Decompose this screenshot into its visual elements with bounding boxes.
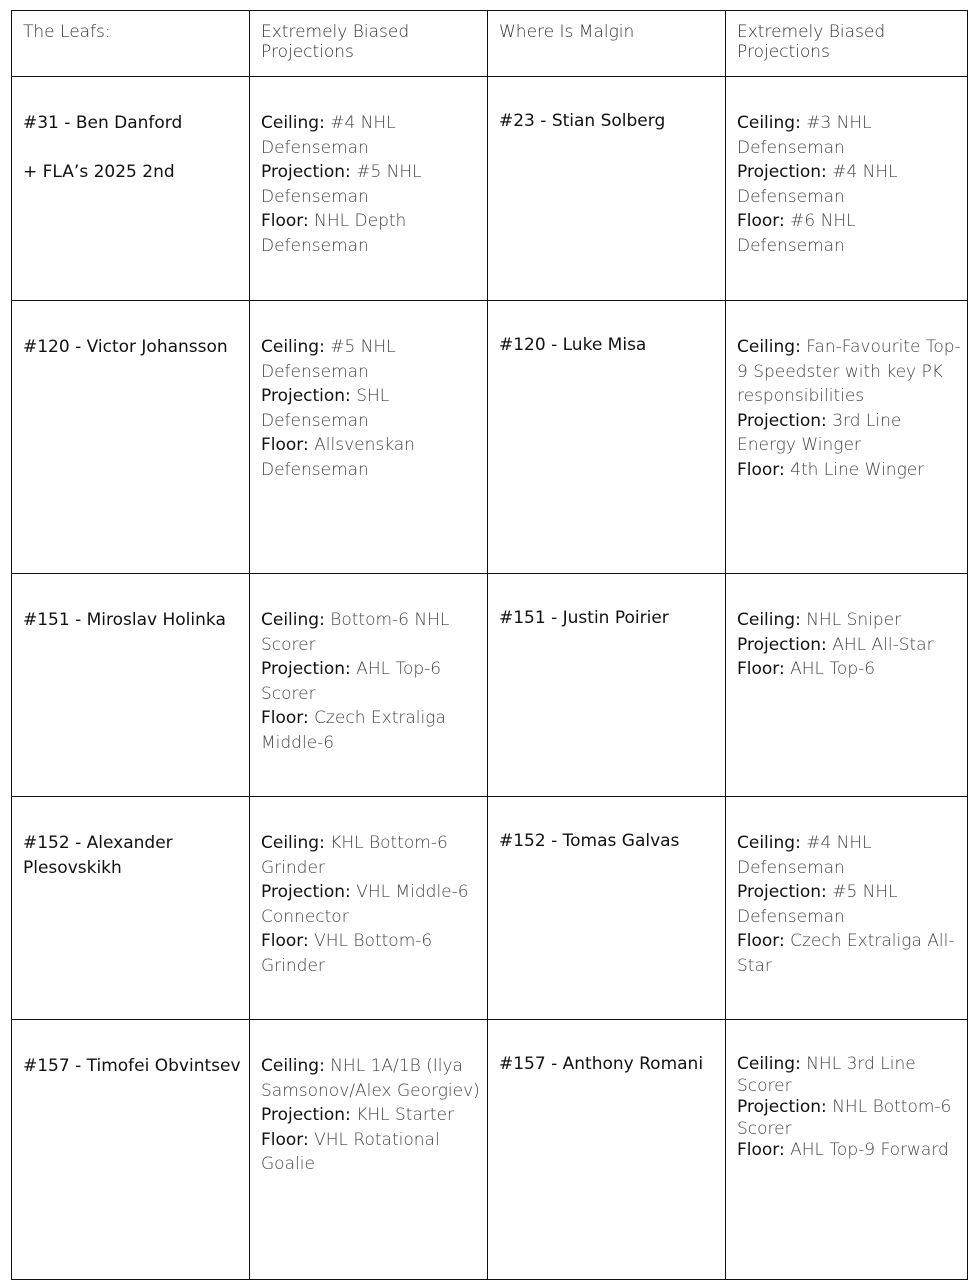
other-player-name: #157 - Anthony Romani [499,1054,704,1074]
other-projection-cell [726,301,968,574]
other-player-name: #152 - Tomas Galvas [499,831,680,851]
ceiling-value: #5 NHL Defenseman [261,337,396,382]
projection-label: Projection: [737,634,827,655]
projection-value: AHL Top-6 Scorer [261,659,442,704]
projection-value: #5 NHL Defenseman [737,882,898,927]
floor-value: Czech Extraliga Middle-6 [261,708,446,753]
projection-label: Projection: [737,410,827,431]
projection-value: KHL Starter [350,1105,454,1126]
projection-value: 3rd Line Energy Winger [737,410,902,456]
projection-value: #4 NHL Defenseman [737,162,898,207]
projection-label: Projection: [737,1097,827,1117]
leafs-player-cell [12,1020,250,1280]
ceiling-label: Ceiling: [261,337,325,357]
projection-value: #5 NHL Defenseman [261,162,422,207]
header-cell [12,11,250,77]
projection-value: VHL Middle-6 Connector [261,882,469,927]
ceiling-label: Ceiling: [737,113,801,133]
other-projection-cell [726,574,968,797]
leafs-player-cell [12,574,250,797]
other-player-cell [488,797,726,1020]
ceiling-label: Ceiling: [737,610,801,630]
other-player-cell [488,574,726,797]
projection-label: Projection: [737,882,827,903]
header-cell [726,11,968,77]
floor-value: #6 NHL Defenseman [737,211,856,256]
projection-label: Projection: [261,659,351,680]
floor-label: Floor: [737,1140,785,1160]
projection-label: Projection: [261,882,351,903]
other-projection-cell [726,1020,968,1280]
floor-label: Floor: [737,459,785,480]
header-cell [250,11,488,77]
table-row [12,1020,968,1280]
projection-label: Projection: [737,162,827,183]
floor-label: Floor: [261,435,309,456]
floor-value: Czech Extraliga All-Star [737,931,955,976]
header-leafs: The Leafs: [23,22,111,42]
leafs-projection-cell [250,77,488,301]
projection-value: AHL All-Star [826,634,934,655]
leafs-player-name: #157 - Timofei Obvintsev [23,1056,241,1076]
ceiling-value: #4 NHL Defenseman [737,833,872,878]
header-projections-right: Extremely Biased Projections [737,22,886,62]
ceiling-label: Ceiling: [737,1054,801,1074]
ceiling-value: #3 NHL Defenseman [737,113,872,158]
floor-value: VHL Rotational Goalie [261,1129,440,1175]
floor-value: AHL Top-9 Forward [784,1140,949,1160]
leafs-projection-cell [250,1020,488,1280]
leafs-player-name: #120 - Victor Johansson [23,337,228,357]
leafs-player-cell [12,77,250,301]
floor-label: Floor: [261,708,309,729]
floor-label: Floor: [737,931,785,952]
table-row [12,301,968,574]
ceiling-value: Fan-Favourite Top-9 Speedster with key PK responsibilities [737,337,961,407]
floor-value: Allsvenskan Defenseman [261,435,415,480]
other-player-name: #23 - Stian Solberg [499,111,666,131]
leafs-projection-cell [250,301,488,574]
header-malgin: Where Is Malgin [499,22,635,42]
floor-label: Floor: [737,211,785,232]
floor-value: VHL Bottom-6 Grinder [261,931,433,976]
floor-label: Floor: [261,211,309,232]
projections-table [11,10,968,1280]
ceiling-label: Ceiling: [737,833,801,853]
floor-label: Floor: [261,1129,309,1150]
floor-value: 4th Line Winger [784,459,925,480]
other-projection-cell [726,797,968,1020]
header-cell [488,11,726,77]
ceiling-label: Ceiling: [261,113,325,133]
leafs-player-cell [12,301,250,574]
other-player-name: #120 - Luke Misa [499,335,647,355]
ceiling-label: Ceiling: [261,833,325,853]
ceiling-value: KHL Bottom-6 Grinder [261,833,448,878]
leafs-player-extra: + FLA’s 2025 2nd [23,162,175,182]
floor-label: Floor: [737,659,785,680]
other-projection-cell [726,77,968,301]
floor-value: AHL Top-6 [784,659,876,680]
header-row [12,11,968,77]
leafs-player-name: #31 - Ben Danford [23,113,183,133]
table-row [12,77,968,301]
ceiling-value: Bottom-6 NHL Scorer [261,610,450,655]
table-row [12,574,968,797]
ceiling-label: Ceiling: [261,1056,325,1076]
projection-value: NHL Bottom-6 Scorer [737,1097,952,1139]
other-player-cell [488,1020,726,1280]
leafs-player-name: #152 - Alexander Plesovskikh [23,833,173,878]
other-player-cell [488,77,726,301]
table-row [12,797,968,1020]
leafs-player-name: #151 - Miroslav Holinka [23,610,226,630]
ceiling-label: Ceiling: [737,337,801,357]
projection-value: SHL Defenseman [261,386,390,431]
projection-label: Projection: [261,162,351,183]
ceiling-value: NHL 1A/1B (Ilya Samsonov/Alex Georgiev) [261,1056,480,1101]
other-player-name: #151 - Justin Poirier [499,608,669,628]
ceiling-value: #4 NHL Defenseman [261,113,396,158]
leafs-projection-cell [250,797,488,1020]
ceiling-value: NHL Sniper [800,610,902,630]
header-projections-left: Extremely Biased Projections [261,22,410,62]
projection-label: Projection: [261,386,351,407]
projection-label: Projection: [261,1105,351,1126]
floor-label: Floor: [261,931,309,952]
ceiling-label: Ceiling: [261,610,325,630]
other-player-cell [488,301,726,574]
floor-value: NHL Depth Defenseman [261,211,407,256]
ceiling-value: NHL 3rd Line Scorer [737,1054,916,1096]
leafs-projection-cell [250,574,488,797]
leafs-player-cell [12,797,250,1020]
